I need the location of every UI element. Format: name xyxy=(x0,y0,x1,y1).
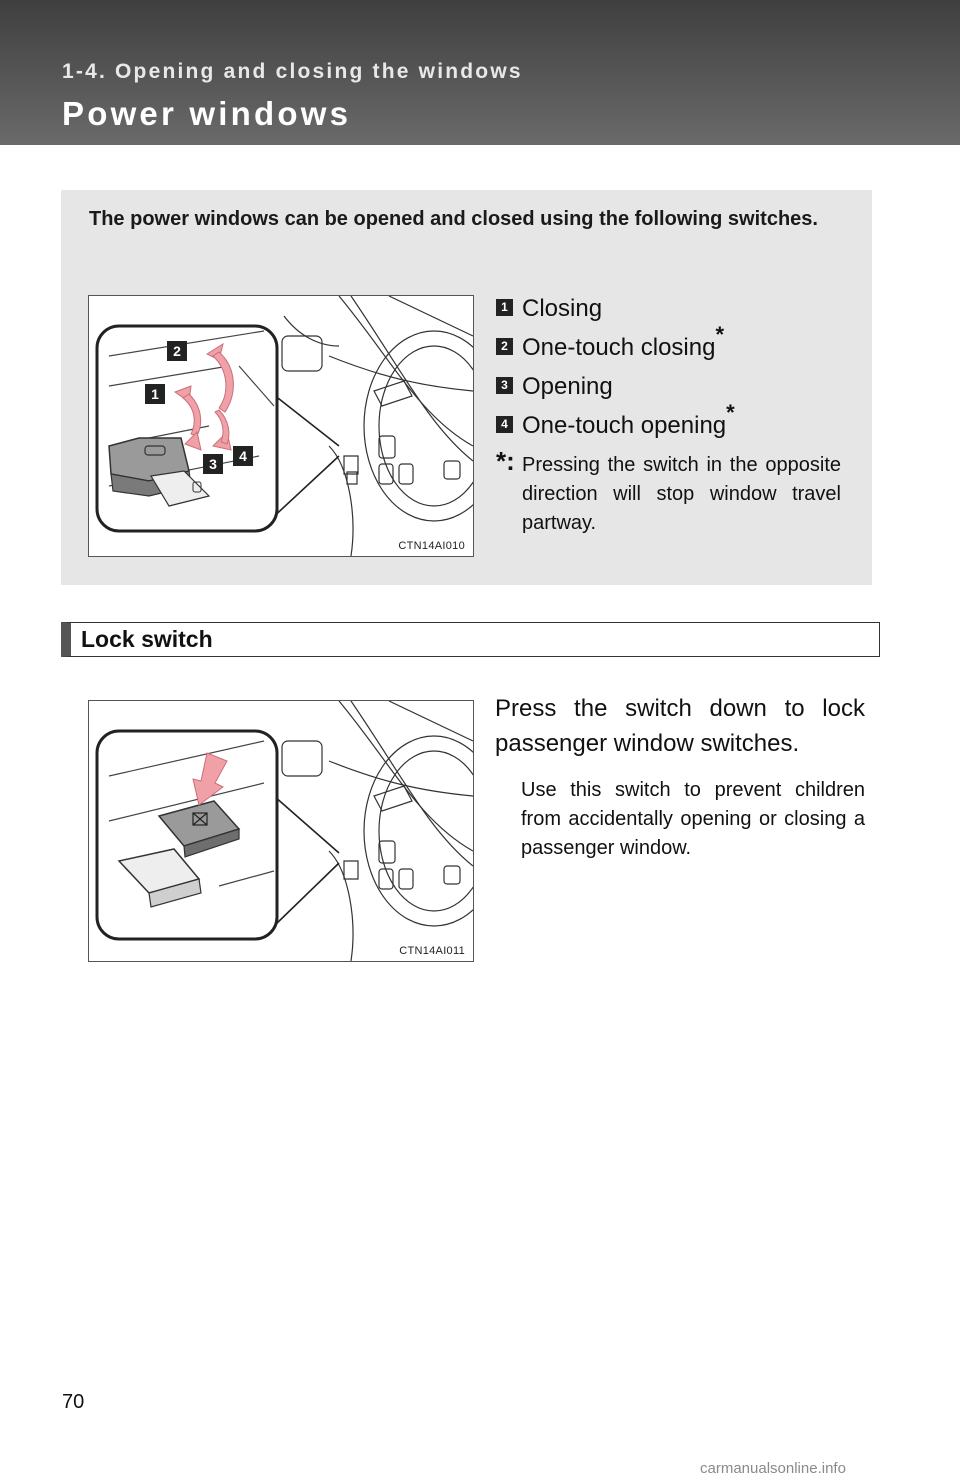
callout-4: 4 xyxy=(239,448,247,464)
legend-item xyxy=(496,322,841,365)
legend-number: 4 xyxy=(496,416,513,433)
legend-label: Closing xyxy=(522,295,603,322)
footnote-mark: *: xyxy=(496,446,515,476)
lock-note: Use this switch to prevent children from accidentally opening or closing a passenger window. xyxy=(521,779,865,859)
callout-2: 2 xyxy=(173,343,181,359)
callout-3: 3 xyxy=(209,456,217,472)
footnote-text: Pressing the switch in the opposite direction will stop window travel partway. xyxy=(522,454,841,534)
subheading-text: Lock switch xyxy=(81,626,213,652)
section-label: 1-4. Opening and closing the windows xyxy=(62,60,523,83)
legend-label: Opening xyxy=(522,373,613,400)
figure-code: CTN14AI011 xyxy=(399,945,465,957)
window-switch-illustration xyxy=(88,295,474,557)
page-number: 70 xyxy=(62,1391,85,1413)
page-header xyxy=(0,0,960,145)
legend-item xyxy=(496,287,841,326)
legend-star: * xyxy=(715,322,725,347)
legend-label: One-touch closing xyxy=(522,334,716,361)
legend-number: 1 xyxy=(496,299,513,316)
intro-text: The power windows can be opened and closed using the following switches. xyxy=(89,208,818,230)
lock-switch-drawing xyxy=(89,701,473,961)
watermark: carmanualsonline.info xyxy=(700,1460,846,1477)
figure-code: CTN14AI010 xyxy=(398,540,465,552)
window-switch-drawing xyxy=(89,296,473,556)
legend-number: 2 xyxy=(496,338,513,355)
lock-switch-illustration xyxy=(88,700,474,962)
legend-number: 3 xyxy=(496,377,513,394)
legend-item xyxy=(496,400,841,443)
legend-item xyxy=(496,365,841,404)
callout-1: 1 xyxy=(151,386,159,402)
legend-star: * xyxy=(726,400,735,425)
legend-label: One-touch opening xyxy=(522,412,727,439)
intro-box xyxy=(61,190,872,585)
page-title: Power windows xyxy=(62,95,352,132)
lock-switch-heading xyxy=(61,622,880,657)
footnote xyxy=(496,446,841,538)
legend-list xyxy=(496,287,841,538)
lock-instruction: Press the switch down to lock passenger window switches. xyxy=(495,695,865,757)
